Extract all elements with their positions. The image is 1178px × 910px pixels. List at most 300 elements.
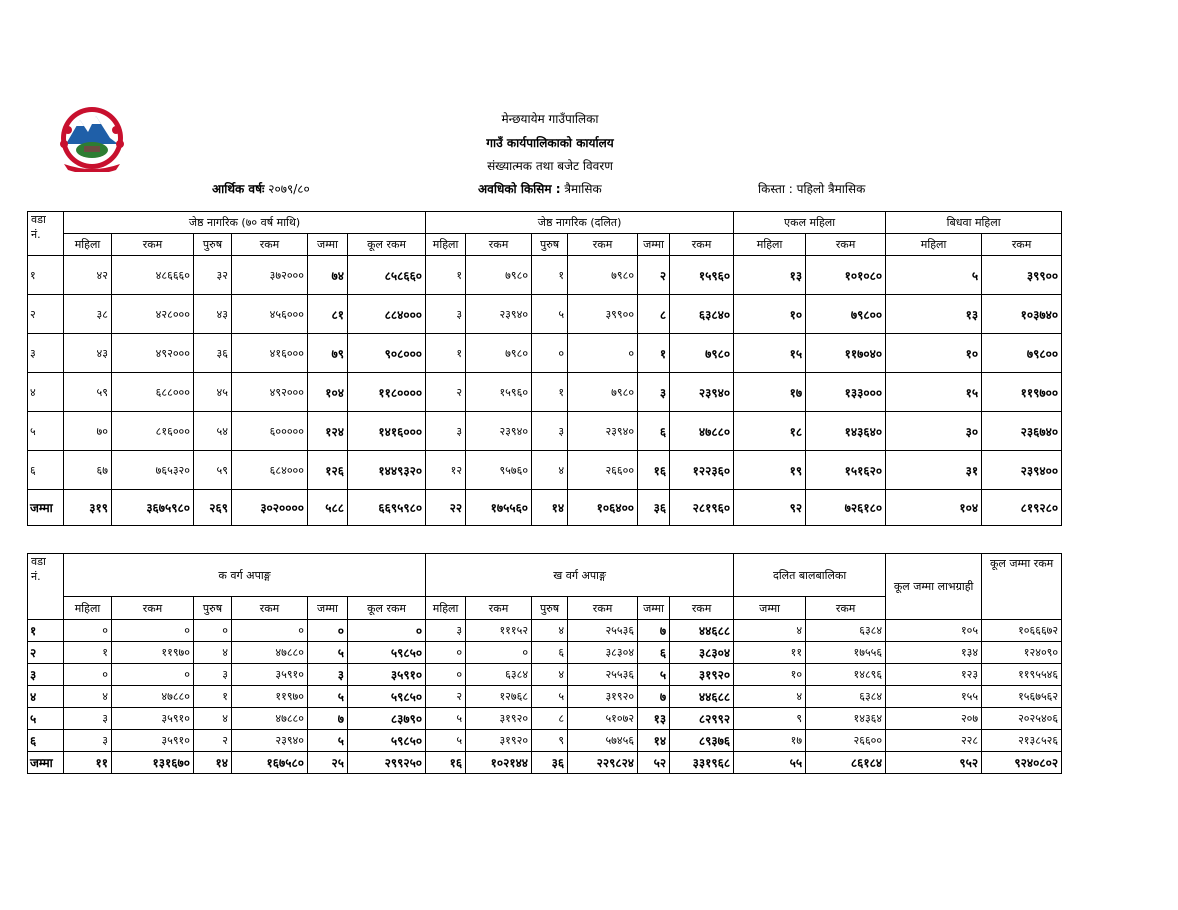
table-cell: ३१९२० <box>466 730 532 752</box>
table-cell: २५५३६ <box>568 664 638 686</box>
table-cell: ८२९९२ <box>670 708 734 730</box>
installment-label: किस्ता : <box>758 182 793 196</box>
table-cell: ३८ <box>64 295 112 334</box>
table-row <box>28 295 1062 334</box>
table-cell: १४ <box>194 752 232 774</box>
table-cell: ५ <box>532 686 568 708</box>
table-cell: ८३७९० <box>348 708 426 730</box>
table-cell: ७९८० <box>466 334 532 373</box>
period-type-value: त्रैमासिक <box>564 182 602 196</box>
table-cell: १५९६० <box>670 256 734 295</box>
table-cell: ४ <box>734 686 806 708</box>
table-cell: ३६७५९८० <box>112 490 194 526</box>
column-header: महिला <box>886 234 982 256</box>
table-cell: १८ <box>734 412 806 451</box>
table-cell: १३१६७० <box>112 752 194 774</box>
group-header: जेष्ठ नागरिक (दलित) <box>426 212 734 234</box>
table-cell: ० <box>64 664 112 686</box>
table-cell: ३५९१० <box>232 664 308 686</box>
table-cell: ० <box>308 620 348 642</box>
table-row <box>28 664 1062 686</box>
group-header: ख वर्ग अपाङ्ग <box>426 554 734 597</box>
table-cell: २३६७४० <box>982 412 1062 451</box>
disability-table <box>27 553 1062 774</box>
table-cell: ११९७० <box>112 642 194 664</box>
table-cell: ३१९२० <box>568 686 638 708</box>
table-cell: ३ <box>532 412 568 451</box>
table-cell: ३०२०००० <box>232 490 308 526</box>
table-cell: १ <box>532 373 568 412</box>
table-cell: १६ <box>426 752 466 774</box>
column-header: जम्मा <box>638 234 670 256</box>
table-cell: ७२६१८० <box>806 490 886 526</box>
table-cell: ३ <box>426 620 466 642</box>
table-cell: ४७८८० <box>670 412 734 451</box>
table-cell: १५ <box>886 373 982 412</box>
table-cell: ३७२००० <box>232 256 308 295</box>
table-cell: १०५ <box>886 620 982 642</box>
table-cell: १४४९३२० <box>348 451 426 490</box>
ward-header-line2: नं. <box>31 228 41 241</box>
table-cell: ५ <box>426 730 466 752</box>
ward-number: १ <box>28 620 64 642</box>
ward-header-line2: नं. <box>31 570 41 583</box>
table-cell: १२२३६० <box>670 451 734 490</box>
table-cell: ८८४००० <box>348 295 426 334</box>
column-header: रकम <box>232 234 308 256</box>
table-cell: ३५९१० <box>112 708 194 730</box>
table-cell: ७ <box>638 686 670 708</box>
table-cell: १५१६२० <box>806 451 886 490</box>
table-cell: ० <box>194 620 232 642</box>
table-cell: १०४ <box>308 373 348 412</box>
column-header: रकम <box>670 234 734 256</box>
table-cell: १४८९६ <box>806 664 886 686</box>
table-cell: ४७८८० <box>232 708 308 730</box>
total-label: जम्मा <box>28 490 64 526</box>
table-cell: ४७८८० <box>232 642 308 664</box>
table-cell: १० <box>734 664 806 686</box>
column-header: महिला <box>426 597 466 620</box>
ward-number: ६ <box>28 730 64 752</box>
table-cell: ८५८६६० <box>348 256 426 295</box>
table-cell: १६ <box>638 451 670 490</box>
table-cell: ४३ <box>64 334 112 373</box>
table-cell: ७९८०० <box>982 334 1062 373</box>
table-row <box>28 412 1062 451</box>
table-cell: ४१६००० <box>232 334 308 373</box>
fiscal-year <box>212 180 310 197</box>
table-cell: १३ <box>886 295 982 334</box>
column-header: रकम <box>112 234 194 256</box>
table-cell: ३९९०० <box>982 256 1062 295</box>
table-cell: ५४ <box>194 412 232 451</box>
period-type <box>478 180 602 197</box>
table-cell: ६७ <box>64 451 112 490</box>
table-cell: ० <box>466 642 532 664</box>
table-cell: ७४ <box>308 256 348 295</box>
column-header: पुरुष <box>194 597 232 620</box>
table-cell: ० <box>64 620 112 642</box>
table-cell: ० <box>426 642 466 664</box>
table-cell: ४ <box>532 620 568 642</box>
column-header: रकम <box>112 597 194 620</box>
table-cell: १०३७४० <box>982 295 1062 334</box>
table-cell: ३६ <box>532 752 568 774</box>
table-cell: ३ <box>64 708 112 730</box>
table-cell: ११९५५४६ <box>982 664 1062 686</box>
table-cell: १२७६८ <box>466 686 532 708</box>
table-cell: २ <box>194 730 232 752</box>
table-cell: ३१ <box>886 451 982 490</box>
column-header: जम्मा <box>638 597 670 620</box>
table-cell: २५ <box>308 752 348 774</box>
report-title: संख्यात्मक तथा बजेट विवरण <box>487 159 613 173</box>
table-cell: २६६०० <box>806 730 886 752</box>
table-cell: ५ <box>886 256 982 295</box>
table-cell: ० <box>232 620 308 642</box>
table-cell: ४९२००० <box>232 373 308 412</box>
table-cell: ४५६००० <box>232 295 308 334</box>
table-cell: ८६१८४ <box>806 752 886 774</box>
municipality-name: मेन्छयायेम गाउँपालिका <box>501 112 599 126</box>
table-cell: ५ <box>532 295 568 334</box>
table-cell: १३ <box>638 708 670 730</box>
total-label: जम्मा <box>28 752 64 774</box>
ward-number: ६ <box>28 451 64 490</box>
column-header: कूल रकम <box>348 597 426 620</box>
column-header: रकम <box>466 597 532 620</box>
table-cell: ३६ <box>638 490 670 526</box>
table-cell: २६६०० <box>568 451 638 490</box>
column-header: जम्मा <box>308 597 348 620</box>
table-cell: ८१ <box>308 295 348 334</box>
column-header: पुरुष <box>532 234 568 256</box>
table-cell: २२ <box>426 490 466 526</box>
table-row <box>28 730 1062 752</box>
table-cell: ६ <box>532 642 568 664</box>
table-cell: ३ <box>426 295 466 334</box>
table-cell: ० <box>426 664 466 686</box>
installment-value: पहिलो त्रैमासिक <box>796 182 866 196</box>
table-cell: ११८०००० <box>348 373 426 412</box>
table-cell: ३० <box>886 412 982 451</box>
table-cell: २६९ <box>194 490 232 526</box>
table-cell: ० <box>348 620 426 642</box>
table-cell: १७५५६ <box>806 642 886 664</box>
table-cell: ६ <box>638 642 670 664</box>
table-cell: १४ <box>638 730 670 752</box>
table-cell: १ <box>532 256 568 295</box>
table-cell: ७ <box>638 620 670 642</box>
table-cell: ५९८५० <box>348 642 426 664</box>
table-cell: ४४६८८ <box>670 620 734 642</box>
table-cell: ७० <box>64 412 112 451</box>
table-cell: १४ <box>532 490 568 526</box>
table-cell: ४ <box>532 451 568 490</box>
table-cell: ० <box>532 334 568 373</box>
table-cell: ५२ <box>638 752 670 774</box>
table-cell: ८१९२८० <box>982 490 1062 526</box>
table-cell: ११९७० <box>232 686 308 708</box>
table-cell: १७ <box>734 730 806 752</box>
table-row <box>28 708 1062 730</box>
table-cell: ५९ <box>194 451 232 490</box>
table-cell: २ <box>426 373 466 412</box>
table-cell: १२४ <box>308 412 348 451</box>
table-cell: १२ <box>426 451 466 490</box>
table-cell: १ <box>426 256 466 295</box>
table-row <box>28 451 1062 490</box>
table-cell: १०६६६७२ <box>982 620 1062 642</box>
column-header: कूल रकम <box>348 234 426 256</box>
table-cell: ० <box>112 664 194 686</box>
group-header: जेष्ठ नागरिक (७० वर्ष माथि) <box>64 212 426 234</box>
table-cell: ६ <box>638 412 670 451</box>
table-cell: ७९८० <box>568 373 638 412</box>
table-cell: ७९८० <box>568 256 638 295</box>
table-cell: १६७५८० <box>232 752 308 774</box>
table-cell: ३१९२० <box>466 708 532 730</box>
column-header: पुरुष <box>532 597 568 620</box>
table-row <box>28 373 1062 412</box>
group-header: क वर्ग अपाङ्ग <box>64 554 426 597</box>
table-cell: २३९४० <box>232 730 308 752</box>
table-cell: १५ <box>734 334 806 373</box>
table-row <box>28 334 1062 373</box>
column-header: महिला <box>426 234 466 256</box>
table-cell: १०२१४४ <box>466 752 532 774</box>
table-cell: १३४ <box>886 642 982 664</box>
table-cell: १२४०९० <box>982 642 1062 664</box>
table-cell: १० <box>886 334 982 373</box>
fiscal-year-label: आर्थिक वर्षः <box>212 182 265 196</box>
table-cell: १ <box>426 334 466 373</box>
table-cell: २५५३६ <box>568 620 638 642</box>
ward-number: ४ <box>28 373 64 412</box>
ward-number: ५ <box>28 708 64 730</box>
ward-number: ४ <box>28 686 64 708</box>
table-row <box>28 686 1062 708</box>
table-cell: ६००००० <box>232 412 308 451</box>
table-cell: ४३ <box>194 295 232 334</box>
table-cell: ११ <box>64 752 112 774</box>
table-cell: ९ <box>734 708 806 730</box>
table-cell: ५९ <box>64 373 112 412</box>
table-cell: ६३८४ <box>466 664 532 686</box>
table-cell: १११५२ <box>466 620 532 642</box>
table-cell: ११७०४० <box>806 334 886 373</box>
table-cell: २३९४०० <box>982 451 1062 490</box>
table-cell: ९ <box>532 730 568 752</box>
table-cell: ३२ <box>194 256 232 295</box>
table-cell: ७९८०० <box>806 295 886 334</box>
ward-header <box>28 212 64 256</box>
table-cell: ३ <box>308 664 348 686</box>
table-cell: ५८८ <box>308 490 348 526</box>
table-cell: २२९८२४ <box>568 752 638 774</box>
table-cell: ३८३०४ <box>568 642 638 664</box>
table-cell: १५६७५६२ <box>982 686 1062 708</box>
column-header: महिला <box>734 234 806 256</box>
column-header: रकम <box>232 597 308 620</box>
table-cell: १९ <box>734 451 806 490</box>
table-cell: २३९४० <box>466 295 532 334</box>
table-cell: ७ <box>308 708 348 730</box>
table-cell: २९९२५० <box>348 752 426 774</box>
ward-number: २ <box>28 642 64 664</box>
table-cell: ५७४५६ <box>568 730 638 752</box>
table-cell: ६८४००० <box>232 451 308 490</box>
table-cell: १४३६४ <box>806 708 886 730</box>
table-cell: ३८३०४ <box>670 642 734 664</box>
table-cell: ८ <box>532 708 568 730</box>
table-cell: २ <box>426 686 466 708</box>
table-cell: १४१६००० <box>348 412 426 451</box>
table-cell: ९२४०८०२ <box>982 752 1062 774</box>
period-type-label: अवधिको किसिम : <box>478 182 561 196</box>
table-cell: ४ <box>194 642 232 664</box>
table-cell: ५ <box>638 664 670 686</box>
table-cell: ९२ <box>734 490 806 526</box>
table-row <box>28 620 1062 642</box>
table-cell: ४ <box>64 686 112 708</box>
table-cell: १५५ <box>886 686 982 708</box>
column-header: जम्मा <box>308 234 348 256</box>
table-cell: ६६९५९८० <box>348 490 426 526</box>
table-cell: १३ <box>734 256 806 295</box>
table-cell: २०२५४०६ <box>982 708 1062 730</box>
table-cell: ६३८४० <box>670 295 734 334</box>
table-cell: ११९७०० <box>982 373 1062 412</box>
group-header: एकल महिला <box>734 212 886 234</box>
table-cell: ५१०७२ <box>568 708 638 730</box>
table-row <box>28 256 1062 295</box>
table-cell: २ <box>638 256 670 295</box>
table-cell: ० <box>568 334 638 373</box>
column-header: जम्मा <box>734 597 806 620</box>
table-cell: ७९८० <box>670 334 734 373</box>
table-cell: १०६४०० <box>568 490 638 526</box>
table-cell: २८१९६० <box>670 490 734 526</box>
table-cell: १ <box>638 334 670 373</box>
table-cell: १२३ <box>886 664 982 686</box>
group-header: कूल जम्मा लाभग्राही <box>886 554 982 620</box>
table-cell: ३५९१० <box>112 730 194 752</box>
column-header: रकम <box>670 597 734 620</box>
column-header: रकम <box>806 234 886 256</box>
table-cell: १४३६४० <box>806 412 886 451</box>
table-cell: ५ <box>426 708 466 730</box>
table-cell: ३१९२० <box>670 664 734 686</box>
table-cell: ३ <box>64 730 112 752</box>
table-cell: ७९ <box>308 334 348 373</box>
table-cell: ४२ <box>64 256 112 295</box>
table-cell: ३६ <box>194 334 232 373</box>
table-cell: ५ <box>308 730 348 752</box>
column-header: रकम <box>806 597 886 620</box>
table-cell: ३ <box>426 412 466 451</box>
table-cell: ६३८४ <box>806 620 886 642</box>
table-cell: १३३००० <box>806 373 886 412</box>
table-cell: ३३१९६८ <box>670 752 734 774</box>
table-cell: १०१०८० <box>806 256 886 295</box>
ward-number: ३ <box>28 334 64 373</box>
table-cell: १७ <box>734 373 806 412</box>
table-cell: ५ <box>308 686 348 708</box>
ward-number: ३ <box>28 664 64 686</box>
table-cell: ६८८००० <box>112 373 194 412</box>
table-cell: ९५२ <box>886 752 982 774</box>
ward-header-line1: वडा <box>31 555 46 568</box>
table-cell: ३९९०० <box>568 295 638 334</box>
ward-header <box>28 554 64 620</box>
table-cell: २२८ <box>886 730 982 752</box>
column-header: रकम <box>568 597 638 620</box>
table-cell: ४९२००० <box>112 334 194 373</box>
group-header: कूल जम्मा रकम <box>982 554 1062 620</box>
ward-number: १ <box>28 256 64 295</box>
table-cell: ११ <box>734 642 806 664</box>
table-cell: ४ <box>532 664 568 686</box>
table-cell: ४७८८० <box>112 686 194 708</box>
table-cell: ४ <box>194 708 232 730</box>
table-cell: ३१९ <box>64 490 112 526</box>
table-cell: ४२८००० <box>112 295 194 334</box>
column-header: महिला <box>64 234 112 256</box>
table-cell: १७५५६० <box>466 490 532 526</box>
table-cell: १०४ <box>886 490 982 526</box>
table-cell: १ <box>194 686 232 708</box>
table-cell: ५५ <box>734 752 806 774</box>
table-cell: ८१६००० <box>112 412 194 451</box>
table-cell: ७६५३२० <box>112 451 194 490</box>
column-header: रकम <box>982 234 1062 256</box>
table-cell: ५ <box>308 642 348 664</box>
column-header: महिला <box>64 597 112 620</box>
ward-number: २ <box>28 295 64 334</box>
column-header: पुरुष <box>194 234 232 256</box>
column-header: रकम <box>466 234 532 256</box>
table-cell: १२६ <box>308 451 348 490</box>
table-cell: ८ <box>638 295 670 334</box>
ward-number: ५ <box>28 412 64 451</box>
ward-header-line1: वडा <box>31 213 46 226</box>
group-header: दलित बालबालिका <box>734 554 886 597</box>
table-cell: ४ <box>734 620 806 642</box>
table-cell: १ <box>64 642 112 664</box>
table-cell: २३९४० <box>466 412 532 451</box>
table-cell: ४५ <box>194 373 232 412</box>
total-row <box>28 752 1062 774</box>
table-cell: ९५७६० <box>466 451 532 490</box>
group-header: बिधवा महिला <box>886 212 1062 234</box>
table-cell: १० <box>734 295 806 334</box>
table-cell: ९०८००० <box>348 334 426 373</box>
table-row <box>28 642 1062 664</box>
table-cell: ३ <box>638 373 670 412</box>
table-cell: ६३८४ <box>806 686 886 708</box>
senior-citizen-table <box>27 211 1062 526</box>
column-header: रकम <box>568 234 638 256</box>
table-cell: २३९४० <box>568 412 638 451</box>
table-cell: ५९८५० <box>348 730 426 752</box>
table-cell: ८९३७६ <box>670 730 734 752</box>
table-cell: २०७ <box>886 708 982 730</box>
table-cell: ४८६६६० <box>112 256 194 295</box>
table-cell: १५९६० <box>466 373 532 412</box>
table-cell: ५९८५० <box>348 686 426 708</box>
